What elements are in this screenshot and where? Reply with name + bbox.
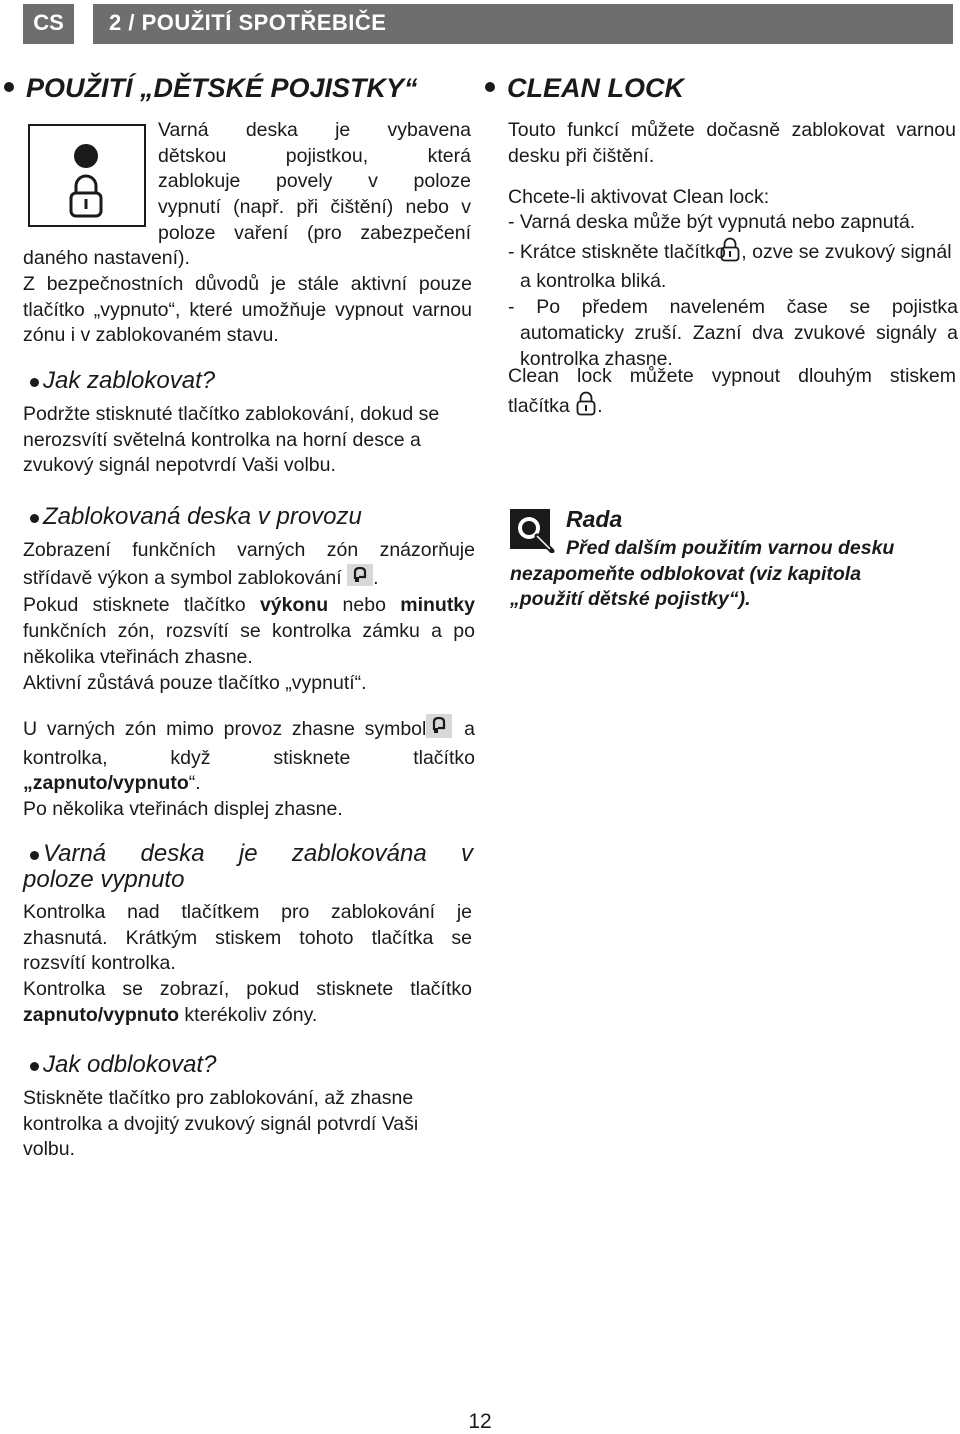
page-number: 12 xyxy=(468,1410,492,1433)
subheading-line xyxy=(30,841,473,867)
inactive-zones-text xyxy=(23,714,475,823)
subheading-bullet xyxy=(30,1062,39,1071)
subheading-bullet xyxy=(30,514,39,523)
clean-lock-intro: Touto funkcí můžete dočasně zablokovat varnou desku při čištění. xyxy=(508,119,956,167)
lock-icon xyxy=(575,390,597,424)
text-run: Kontrolka se zobrazí, pokud stisknete tlačítko xyxy=(23,978,472,1001)
lock-display-symbol-icon xyxy=(426,714,454,746)
text-run: U varných zón mimo provoz zhasne symbol xyxy=(23,718,427,741)
emphasis-text: minutky xyxy=(400,594,475,617)
emphasis-text: výkonu xyxy=(259,594,329,617)
clean-lock-activate-label: Chcete-li aktivovat Clean lock: xyxy=(508,186,770,208)
text-run: kterékoliv zóny. xyxy=(178,1003,318,1026)
heading-bullet xyxy=(4,82,14,92)
paragraph: Kontrolka nad tlačítkem pro zablokování je zhasnutá. Krátkým stiskem tohoto tlačítka se rozsvítí kontrolka. xyxy=(23,901,472,975)
intro-safety-paragraph: Z bezpečnostních důvodů je stále aktivní pouze tlačítko „vypnuto“, které umožňuje vypnout varnou zónu i v zablokovaném stavu. xyxy=(23,273,472,347)
heading-bullet xyxy=(485,82,495,92)
subheading-text: Jak odblokovat? xyxy=(43,1051,217,1078)
locked-operation-text xyxy=(23,538,475,696)
section-title-text: POUŽITÍ „DĚTSKÉ POJISTKY“ xyxy=(26,73,418,103)
subheading-bullet xyxy=(30,378,39,387)
intro-wrapped-text xyxy=(158,118,471,247)
intro-line: poloze vaření (pro zabezpečení xyxy=(158,221,471,244)
emphasis-text: „zapnuto/vypnuto xyxy=(23,772,189,795)
text-run: funkčních zón, rozsvítí se kontrolka zámku a po několika vteřinách zhasne. xyxy=(23,620,475,668)
text-run: , ozve se zvukový signál a kontrolka bliká. xyxy=(520,240,952,293)
tip-text: Před dalším použitím varnou desku nezapomeňte odblokovat (viz kapitola „použití dětské pojistky“). xyxy=(510,537,895,611)
paragraph: Aktivní zůstává pouze tlačítko „vypnutí“. xyxy=(23,671,367,694)
text-run: “. xyxy=(188,772,201,795)
lock-panel-icon xyxy=(30,126,144,225)
intro-line: Varná deska je vybavena xyxy=(158,119,471,141)
subheading-locked-off-line2: poloze vypnuto xyxy=(23,866,185,893)
subheading-how-to-lock xyxy=(30,368,215,394)
section-header: 2 / POUŽITÍ SPOTŘEBIČE xyxy=(93,4,953,44)
subheading-locked-off xyxy=(30,841,473,867)
subheading-text: Zablokovaná deska v provozu xyxy=(43,503,362,530)
text-run: - Krátce stiskněte tlačítko xyxy=(508,240,726,263)
intro-line: dětskou pojistkou, která xyxy=(158,144,471,167)
paragraph xyxy=(23,538,475,593)
how-to-lock-text: Podržte stisknuté tlačítko zablokování, dokud se nerozsvítí světelná kontrolka na horní desce a zvukový signál nepotvrdí Vaši volbu. xyxy=(23,403,440,477)
text-run: . xyxy=(597,394,603,417)
text-run: Zobrazení funkčních varných zón znázorňuje střídavě výkon a symbol zablokování xyxy=(23,539,475,589)
tip-heading: Rada xyxy=(566,506,623,532)
language-badge: CS xyxy=(23,4,74,44)
intro-continued: daného nastavení). xyxy=(23,247,190,269)
text-run: Pokud stisknete tlačítko xyxy=(23,594,260,617)
list-item xyxy=(508,236,958,295)
paragraph xyxy=(23,977,472,1028)
subheading-text: Varná deska je zablokována v xyxy=(43,840,473,867)
locked-off-text xyxy=(23,900,472,1029)
text-run: Clean lock můžete vypnout dlouhým stiskem tlačítka xyxy=(508,365,956,417)
text-run: . xyxy=(373,566,379,589)
subheading-bullet xyxy=(30,851,39,860)
list-item: - Varná deska může být vypnutá nebo zapnutá. xyxy=(508,211,916,233)
subheading-how-to-unlock xyxy=(30,1052,216,1078)
intro-line: zablokuje povely v poloze xyxy=(158,170,471,193)
lock-icon xyxy=(731,236,741,270)
paragraph: Po několika vteřinách displej zhasne. xyxy=(23,798,343,821)
how-to-unlock-text: Stiskněte tlačítko pro zablokování, až zhasne kontrolka a dvojitý zvukový signál potvrdí Vaši volbu. xyxy=(23,1087,419,1161)
clean-lock-off-text xyxy=(508,364,956,423)
clean-lock-steps xyxy=(508,210,958,372)
subheading-text: Jak zablokovat? xyxy=(43,367,216,394)
list-item: - Po předem naveleném čase se pojistka automaticky zruší. Zazní dva zvukové signály a kontrolka zhasne. xyxy=(508,296,958,370)
paragraph xyxy=(23,714,475,797)
emphasis-text: zapnuto/vypnuto xyxy=(23,1003,179,1026)
lock-display-symbol-icon xyxy=(347,564,373,594)
subheading-locked-in-operation xyxy=(30,504,362,530)
section-title-text: CLEAN LOCK xyxy=(507,73,684,103)
section-title-clean-lock xyxy=(485,72,684,104)
section-title-child-lock xyxy=(4,72,474,104)
text-run: a kontrolka, když stisknete tlačítko xyxy=(23,718,475,769)
lock-illustration xyxy=(28,124,146,227)
text-run: nebo xyxy=(328,594,401,617)
intro-line: vypnutí (např. při čištění) nebo v xyxy=(158,196,471,219)
paragraph xyxy=(23,593,475,670)
